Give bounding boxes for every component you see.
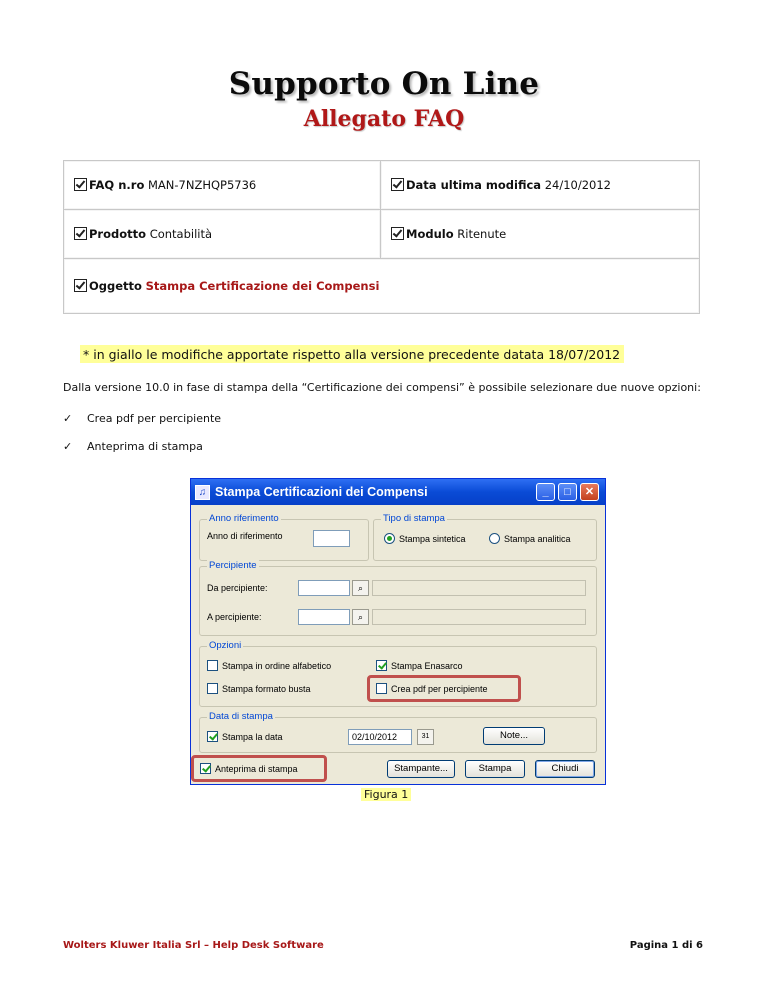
highlight-crea-pdf — [367, 675, 521, 702]
option-enasarco-label: Stampa Enasarco — [391, 661, 463, 671]
module-label: Modulo — [406, 227, 454, 241]
radio-sintetica[interactable] — [384, 533, 466, 544]
list-item — [63, 440, 203, 453]
list-item-text: Anteprima di stampa — [87, 440, 203, 453]
checkbox-icon — [74, 227, 87, 240]
option-busta[interactable] — [207, 683, 311, 694]
checkbox-checked-icon — [376, 660, 387, 671]
opzioni-group-title: Opzioni — [209, 640, 242, 651]
stampa-button[interactable]: Stampa — [465, 760, 525, 778]
a-percipiente-label: A percipiente: — [207, 612, 262, 622]
stampa-data-option[interactable] — [207, 731, 283, 742]
last-modified-label: Data ultima modifica — [406, 178, 542, 192]
faq-number-value: MAN-7NZHQP5736 — [148, 178, 257, 192]
percipiente-group — [199, 560, 597, 636]
subject-cell — [64, 259, 700, 314]
checkmark-icon: ✓ — [63, 412, 73, 425]
checkbox-icon — [391, 227, 404, 240]
page-title: Supporto On Line — [228, 66, 540, 102]
search-icon[interactable]: ⌕ — [352, 580, 369, 596]
calendar-icon[interactable]: 31 — [417, 729, 434, 745]
percipiente-group-title: Percipiente — [209, 560, 257, 571]
subject-value: Stampa Certificazione dei Compensi — [145, 279, 380, 293]
list-item — [63, 412, 221, 425]
anno-input[interactable] — [313, 530, 350, 547]
tipo-stampa-group-title: Tipo di stampa — [383, 513, 445, 524]
checkbox-icon — [207, 660, 218, 671]
da-percipiente-input[interactable] — [298, 580, 350, 596]
da-percipiente-name — [372, 580, 586, 596]
radio-analitica-label: Stampa analitica — [504, 534, 571, 544]
app-icon: ♫ — [195, 485, 210, 500]
intro-paragraph: Dalla versione 10.0 in fase di stampa della “Certificazione dei compensi” è possibile selezionare due nuove opzioni: — [63, 381, 701, 394]
checkbox-icon — [207, 683, 218, 694]
product-label: Prodotto — [89, 227, 147, 241]
subject-label: Oggetto — [89, 279, 142, 293]
stampante-button[interactable]: Stampante... — [387, 760, 455, 778]
radio-analitica[interactable] — [489, 533, 571, 544]
option-alfabetico-label: Stampa in ordine alfabetico — [222, 661, 332, 671]
checkbox-icon — [391, 178, 404, 191]
note-button[interactable]: Note... — [483, 727, 545, 745]
close-icon[interactable]: ✕ — [580, 483, 599, 501]
anno-group-title: Anno riferimento — [209, 513, 279, 524]
list-item-text: Crea pdf per percipiente — [87, 412, 222, 425]
data-stampa-group-title: Data di stampa — [209, 711, 273, 722]
radio-empty-icon — [489, 533, 500, 544]
minimize-icon[interactable]: _ — [536, 483, 555, 501]
page-subtitle: Allegato FAQ — [303, 106, 465, 132]
search-icon[interactable]: ⌕ — [352, 609, 369, 625]
figure-caption: Figura 1 — [361, 788, 411, 801]
da-percipiente-label: Da percipiente: — [207, 583, 268, 593]
product-cell — [64, 210, 381, 259]
anno-label: Anno di riferimento — [207, 531, 283, 541]
option-crea-pdf-label: Crea pdf per percipiente — [391, 684, 488, 694]
checkbox-icon — [74, 178, 87, 191]
radio-selected-icon — [384, 533, 395, 544]
last-modified-value: 24/10/2012 — [544, 178, 611, 192]
maximize-icon[interactable]: □ — [558, 483, 577, 501]
stampa-data-label: Stampa la data — [222, 732, 283, 742]
radio-sintetica-label: Stampa sintetica — [399, 534, 466, 544]
product-value: Contabilità — [149, 227, 213, 241]
highlight-anteprima — [191, 755, 327, 782]
a-percipiente-name — [372, 609, 586, 625]
module-cell — [381, 210, 700, 259]
date-input[interactable]: 02/10/2012 — [348, 729, 412, 745]
footer-page-number: Pagina 1 di 6 — [629, 940, 703, 951]
module-value: Ritenute — [457, 227, 507, 241]
last-modified-cell — [381, 161, 700, 210]
option-enasarco[interactable] — [376, 660, 463, 671]
chiudi-button[interactable]: Chiudi — [535, 760, 595, 778]
faq-number-cell — [64, 161, 381, 210]
checkmark-icon: ✓ — [63, 440, 73, 453]
dialog-window — [190, 478, 606, 785]
checkbox-icon — [74, 279, 87, 292]
dialog-title: Stampa Certificazioni dei Compensi — [215, 485, 428, 499]
option-alfabetico[interactable] — [207, 660, 331, 671]
faq-number-label: FAQ n.ro — [89, 178, 145, 192]
faq-info-table — [63, 160, 700, 314]
checkbox-checked-icon — [207, 731, 218, 742]
a-percipiente-input[interactable] — [298, 609, 350, 625]
option-busta-label: Stampa formato busta — [222, 684, 311, 694]
change-notice: * in giallo le modifiche apportate rispetto alla versione precedente datata 18/07/2012 — [80, 345, 624, 363]
anteprima-label: Anteprima di stampa — [215, 764, 298, 774]
footer-company: Wolters Kluwer Italia Srl – Help Desk Software — [63, 940, 324, 951]
